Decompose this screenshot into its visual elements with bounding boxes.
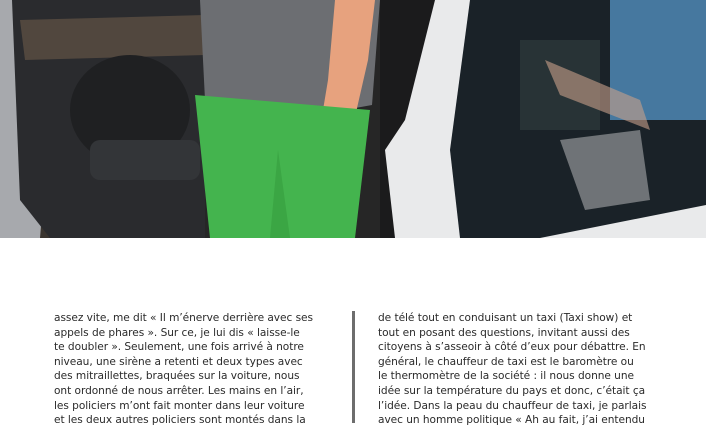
paragraph-line: idée sur la température du pays et donc, c’était ça	[378, 384, 646, 397]
paragraph-line: général, le chauffeur de taxi est le baromètre ou	[378, 355, 634, 368]
column-divider	[352, 311, 355, 423]
paragraph-line: tout en posant des questions, invitant aussi des	[378, 326, 630, 339]
paragraph-line: te doubler ». Seulement, une fois arrivé à notre	[54, 341, 304, 354]
paragraph-line: citoyens à s’asseoir à côté d’eux pour débattre. En	[378, 341, 646, 354]
paragraph-line: l’idée. Dans la peau du chauffeur de taxi, je parlais	[378, 399, 647, 412]
article-column-left	[54, 311, 324, 428]
paragraph-line: ont ordonné de nous arrêter. Les mains en l’air,	[54, 384, 304, 397]
paragraph-line: le thermomètre de la société : il nous donne une	[378, 370, 634, 383]
paragraph-line: assez vite, me dit « Il m’énerve derrière avec ses	[54, 312, 313, 324]
paragraph-line: appels de phares ». Sur ce, je lui dis « laisse-le	[54, 326, 300, 339]
paragraph-line: et les deux autres policiers sont montés dans la	[54, 414, 306, 427]
paragraph-line: avec un homme politique « Ah au fait, j’ai entendu	[378, 414, 645, 427]
paragraph-line: de télé tout en conduisant un taxi (Taxi show) et	[378, 312, 633, 324]
article-column-right	[378, 311, 648, 428]
paragraph-line: niveau, une sirène a retenti et deux types avec	[54, 355, 303, 368]
paragraph-line: les policiers m’ont fait monter dans leur voiture	[54, 399, 305, 412]
paragraph-line: des mitraillettes, braquées sur la voiture, nous	[54, 370, 300, 383]
